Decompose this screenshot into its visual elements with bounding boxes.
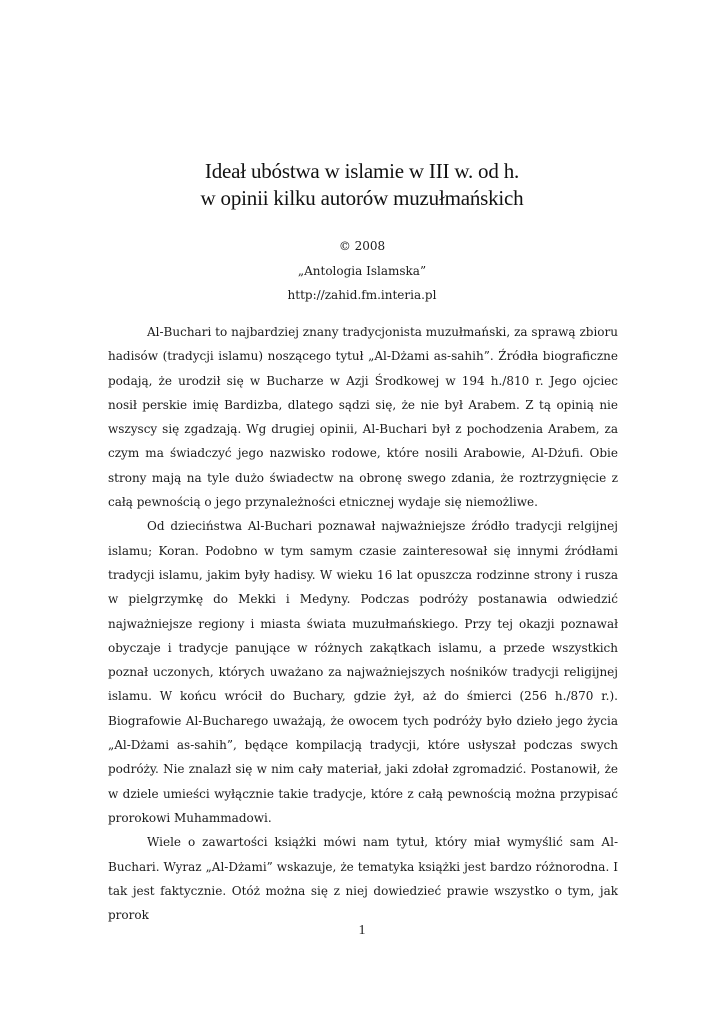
paragraph-3: Wiele o zawartości książki mówi nam tytuł, który miał wymyślić sam Al-Buchari. Wyraz „Al-Dżami” wskazuje, że tematyka książki jest bardzo różnorodna. I tak jest faktycznie. Otóż można się z niej dowiedzieć prawie wszystko o tym, jak prorok: [108, 835, 618, 923]
paragraph-2: Od dzieciństwa Al-Buchari poznawał najważniejsze źródło tradycji relgijnej islamu; Koran. Podobno w tym samym czasie zainteresował się innymi źródłami tradycji islamu, jakim były hadisy. W wieku 16 lat opuszcza rodzinne strony i rusza w pielgrzymkę do Mekki i Medyny. Podczas podróży postanawia odwiedzić najważniejsze regiony i miasta świata muzułmańskiego. Przy tej okazji poznawał obyczaje i tradycje panujące w różnych zakątkach islamu, a przede wszystkich poznał uczonych, których uważano za najważniejszych nośników tradycji religijnej islamu. W końcu wrócił do Buchary, gdzie żył, aż do śmierci (256 h./870 r.). Biografowie Al-Bucharego uważają, że owocem tych podróży było dzieło jego życia „Al-Dżami as-sahih”, będące kompilacją tradycji, które usłyszał podczas swych podróży. Nie znalazł się w nim cały materiał, jaki zdołał zgromadzić. Postanowił, że w dziele umieści wyłącznie takie tradycje, które z całą pewnością można przypisać prorokowi Muhammadowi.: [108, 519, 618, 825]
document-meta: [0, 234, 724, 308]
publisher-line: „Antologia Islamska”: [297, 263, 427, 278]
title-line-1: Ideał ubóstwa w islamie w III w. od h.: [204, 159, 520, 183]
paragraph-1: Al-Buchari to najbardziej znany tradycjonista muzułmański, za sprawą zbioru hadisów (tradycji islamu) noszącego tytuł „Al-Dżami as-sahih”. Źródła biograficzne podają, że urodził się w Bucharze w Azji Środkowej w 194 h./810 r. Jego ojciec nosił perskie imię Bardizba, dlatego sądzi się, że nie był Arabem. Z tą opinią nie wszyscy się zgadzają. Wg drugiej opinii, Al-Buchari był z pochodzenia Arabem, za czym ma świadczyć jego nazwisko rodowe, które nosili Arabowie, Al-Dżufi. Obie strony mają na tyle dużo świadectw na obronę swego zdania, że roztrzygnięcie z całą pewnością o jego przynależności etnicznej wydaje się niemożliwe.: [108, 325, 618, 510]
url-line: http://zahid.fm.interia.pl: [287, 288, 437, 302]
page-number: 1: [358, 923, 366, 938]
title-line-2: w opinii kilku autorów muzułmańskich: [200, 186, 524, 210]
copyright-line: © 2008: [338, 239, 386, 253]
document-body: [108, 320, 618, 927]
document-title: [0, 158, 724, 212]
